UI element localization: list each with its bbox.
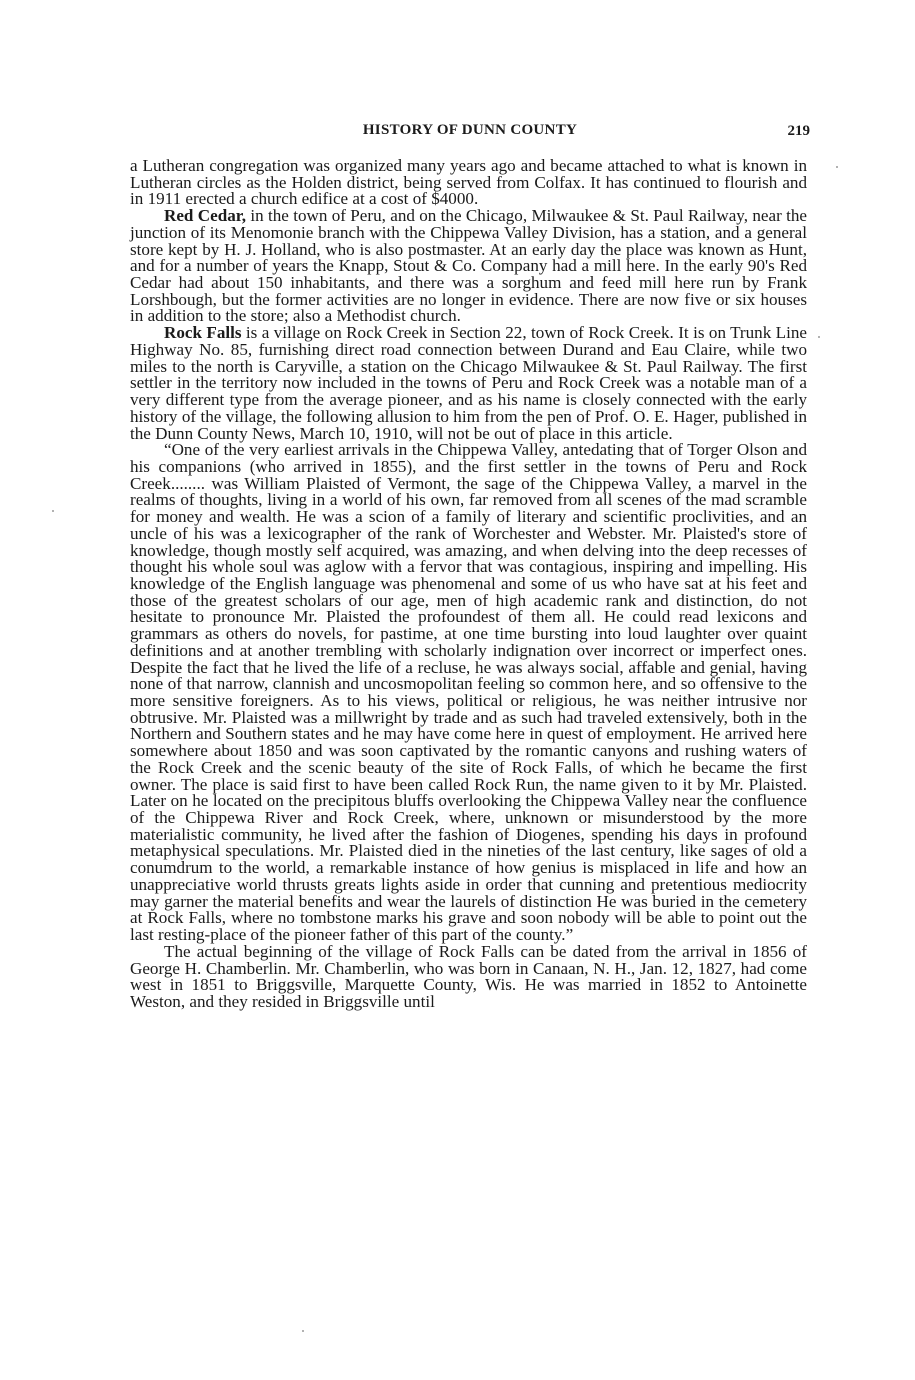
paragraph-rock-falls [130,325,807,442]
paragraph-text: The actual beginning of the village of Rock Falls can be dated from the arrival in 1856 of George H. Chamberlin. Mr. Chamberlin, who was born in Canaan, N. H., Jan. 12, 1827, had come west in 1851 to Briggsville, Marquette County, Wis. He was married in 1852 to Antoinette Weston, and they resided in Briggsville until [130,941,807,1011]
paragraph-text: “One of the very earliest arrivals in the Chippewa Valley, antedating that of Torger Olson and his companions (who arrived in 1855), and the first settler in the towns of Peru and Rock Creek........ was William Plaisted of Vermont, the sage of the Chippewa Valley, a marvel in the realms of thoughts, living in a world of his own, far removed from all scenes of the mad scramble for money and wealth. He was a scion of a family of literary and scientific proclivities, and an uncle of his was a lexicographer of the rank of Worchester and Webster. Mr. Plaisted's store of knowledge, though mostly self acquired, was amazing, and when delving into the deep recesses of thought his whole soul was aglow with a fervor that was contagious, inspiring and impelling. His knowledge of the English language was phenomenal and some of us who have sat at his feet and those of the greatest scholars of our age, men of high academic rank and distinction, do not hesitate to pronounce Mr. Plaisted the profoundest of them all. He could read lexicons and grammars as others do novels, for pastime, at one time bursting into loud laughter over quaint definitions and at another trembling with scholarly indignation over incorrect or imperfect ones. Despite the fact that he lived the life of a recluse, he was always social, affable and genial, having none of that narrow, clannish and uncosmopolitan feeling so common here, and so offensive to the more sensitive foreigners. As to his views, political or religious, he was neither intrusive nor obtrusive. Mr. Plaisted was a millwright by trade and as such had traveled extensively, both in the Northern and Southern states and he may have come here in quest of employment. He arrived here somewhere about 1850 and was soon captivated by the romantic canyons and rushing waters of the Rock Creek and the scenic beauty of the site of Rock Falls, of which he became the first owner. The place is said first to have been called Rock Run, the name given to it by Mr. Plaisted. Later on he located on the precipitous bluffs overlooking the Chippewa Valley near the confluence of the Chippewa River and Rock Creek, where, unknown or misunderstood by the more materialistic community, he lived after the fashion of Diogenes, spending his days in profound metaphysical speculations. Mr. Plaisted died in the nineties of the last century, like sages of old a conumdrum to the world, a remarkable instance of how genius is misplaced in life and how an unappreciative world thrusts greats lights aside in order that cunning and pretentious mediocrity may garner the material benefits and wear the laurels of distinction He was buried in the cemetery at Rock Falls, where no tombstone marks his grave and soon nobody will be able to point out the last resting-place of the pioneer father of this part of the county.” [130,440,807,945]
scan-speck [52,510,54,512]
page-number: 219 [787,123,810,139]
body-text [130,158,807,1011]
paragraph-text: is a village on Rock Creek in Section 22, town of Rock Creek. It is on Trunk Line Highway No. 85, furnishing direct road connection between Durand and Eau Claire, while two miles to the north is Caryville, a station on the Chicago Milwaukee & St. Paul Railway. The first settler in the territory now included in the towns of Peru and Rock Creek was a notable man of a very different type from the average pioneer, and as his name is closely connected with the early history of the village, the following allusion to him from the pen of Prof. O. E. Hager, published in the Dunn County News, March 10, 1910, will not be out of place in this article. [130,323,807,443]
page-header [130,122,810,144]
scan-speck [818,336,820,338]
paragraph-quotation-plaisted [130,442,807,944]
entry-name-rock-falls: Rock Falls [164,323,242,343]
running-head: HISTORY OF DUNN COUNTY [362,122,578,138]
paragraph-text: in the town of Peru, and on the Chicago, Milwaukee & St. Paul Railway, near the junction of its Menomonie branch with the Chippewa Valley Division, has a station, and a general store kept by H. J. Holland, who is also postmaster. At an early day the place was known as Hunt, and for a number of years the Knapp, Stout & Co. Company had a mill here. In the early 90's Red Cedar had about 150 inhabitants, and there was a sorghum and feed mill here run by Frank Lorshbough, but the former activities are no longer in evidence. There are now five or six houses in addition to the store; also a Methodist church. [130,206,807,326]
paragraph-lutheran-congregation [130,158,807,208]
paragraph-chamberlin [130,941,807,1011]
scan-speck [836,166,838,168]
paragraph-red-cedar [130,208,807,325]
entry-name-red-cedar: Red Cedar, [164,206,247,226]
paragraph-text: a Lutheran congregation was organized many years ago and became attached to what is known in Lutheran circles as the Holden district, being served from Colfax. It has continued to flourish and in 1911 erected a church edifice at a cost of $4000. [130,156,807,209]
scan-speck [302,1330,304,1332]
